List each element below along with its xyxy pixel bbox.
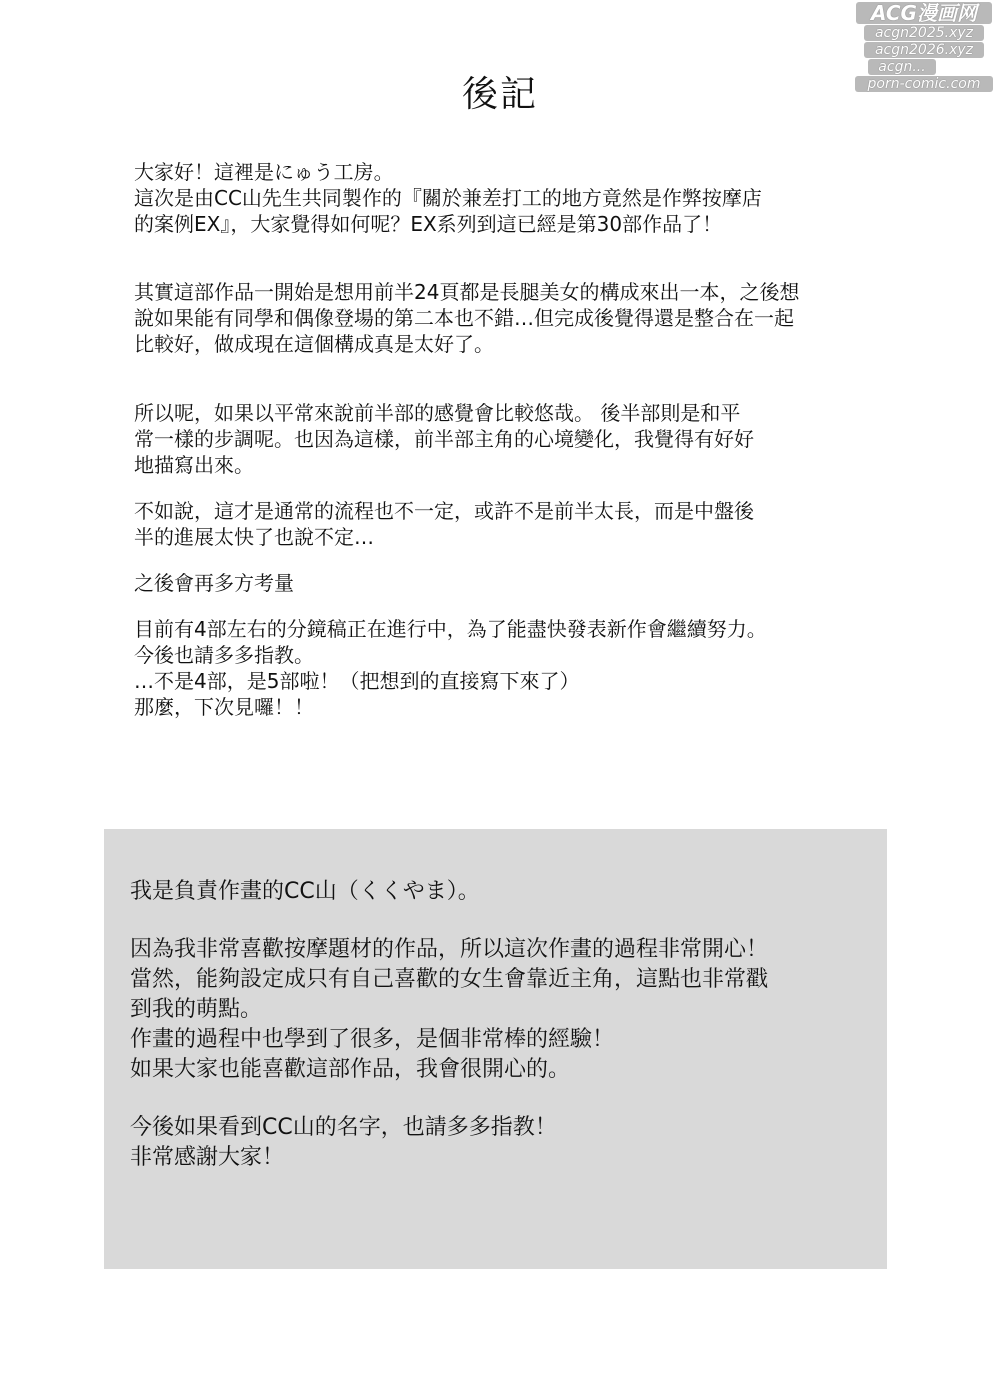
guest-paragraph-1	[130, 877, 870, 907]
afterword-paragraph-5	[134, 570, 894, 596]
afterword-paragraph-1	[134, 159, 894, 237]
watermark-domain-2: acgn2026.xyz	[864, 42, 984, 58]
afterword-paragraph-4	[134, 498, 894, 550]
text-line: 當然，能夠設定成只有自己喜歡的女生會靠近主角，這點也非常戳	[130, 967, 769, 992]
text-line: 比較好，做成現在這個構成真是太好了。	[134, 332, 494, 356]
text-line: 今後如果看到CC山的名字，也請多多指教！	[130, 1115, 557, 1140]
text-line: …不是4部，是5部啦！（把想到的直接寫下來了）	[134, 669, 580, 693]
text-line: 這次是由CC山先生共同製作的『關於兼差打工的地方竟然是作弊按摩店	[134, 186, 762, 210]
guest-message-text	[130, 877, 870, 1173]
text-line: 目前有4部左右的分鏡稿正在進行中，為了能盡快發表新作會繼續努力。	[134, 617, 767, 641]
text-line: 那麼，下次見囉！！	[134, 695, 314, 719]
text-line: 大家好！這裡是にゅう工房。	[134, 160, 394, 184]
text-line: 我是負責作畫的CC山（くくやま）。	[130, 879, 480, 904]
text-line: 到我的萌點。	[130, 997, 263, 1022]
text-line: 其實這部作品一開始是想用前半24頁都是長腿美女的構成來出一本，之後想	[134, 280, 800, 304]
text-line: 地描寫出來。	[134, 453, 254, 477]
text-line: 作畫的過程中也學到了很多，是個非常棒的經驗！	[130, 1027, 615, 1052]
text-line: 說如果能有同學和偶像登場的第二本也不錯…但完成後覺得還是整合在一起	[134, 306, 794, 330]
text-line: 如果大家也能喜歡這部作品，我會很開心的。	[130, 1057, 571, 1082]
text-line: 非常感謝大家！	[130, 1145, 285, 1170]
guest-paragraph-2	[130, 935, 870, 1085]
afterword-paragraph-3	[134, 400, 894, 478]
text-line: 不如說，這才是通常的流程也不一定，或許不是前半太長，而是中盤後	[134, 499, 754, 523]
watermark-domain-4: porn-comic.com	[855, 76, 993, 92]
watermark-domain-1: acgn2025.xyz	[864, 25, 984, 41]
text-line: 的案例EX』，大家覺得如何呢？EX系列到這已經是第30部作品了！	[134, 212, 723, 236]
afterword-paragraph-2	[134, 279, 894, 357]
text-line: 半的進展太快了也說不定…	[134, 525, 374, 549]
text-line: 所以呢，如果以平常來說前半部的感覺會比較悠哉。 後半部則是和平	[134, 401, 741, 425]
watermark-logo-text: ACG漫画网	[856, 2, 992, 24]
afterword-paragraph-6	[134, 616, 894, 720]
text-line: 常一樣的步調呢。也因為這樣，前半部主角的心境變化，我覺得有好好	[134, 427, 754, 451]
text-line: 之後會再多方考量	[134, 571, 294, 595]
afterword-text	[134, 159, 894, 720]
watermark-domain-3: acgn...	[868, 59, 936, 75]
guest-paragraph-3	[130, 1113, 870, 1173]
guest-message-box	[104, 829, 887, 1269]
page-title: 後記	[461, 74, 538, 115]
text-line: 因為我非常喜歡按摩題材的作品，所以這次作畫的過程非常開心！	[130, 937, 769, 962]
text-line: 今後也請多多指教。	[134, 643, 314, 667]
